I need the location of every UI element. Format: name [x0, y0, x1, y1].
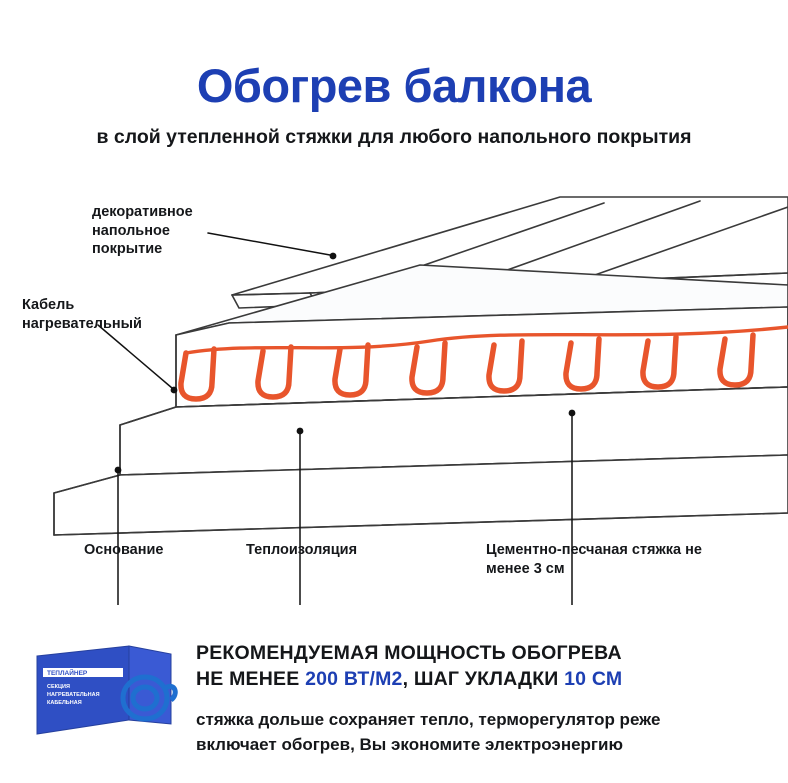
product-brand-text: ТЕПЛАЙНЕР — [47, 670, 88, 677]
callout-base: Основание — [84, 542, 164, 558]
callout-heating-cable: Кабель нагревательный — [22, 297, 142, 332]
page-title: Обогрев балкона — [196, 59, 592, 112]
recommendation-line-2 — [196, 668, 622, 691]
recommendation-line-1: РЕКОМЕНДУЕМАЯ МОЩНОСТЬ ОБОГРЕВА — [196, 642, 622, 664]
product-box-image — [33, 642, 185, 738]
callout-cement-sand-screed: Цементно-песчаная стяжка не менее 3 см — [486, 542, 702, 577]
benefit-note: стяжка дольше сохраняет тепло, терморегулятор реже включает обогрев, Вы экономите электроэнергию — [196, 710, 661, 754]
callout-thermal-insulation: Теплоизоляция — [246, 542, 358, 558]
recommendation-middle: , ШАГ УКЛАДКИ — [402, 668, 565, 690]
page-subtitle: в слой утепленной стяжки для любого напольного покрытия — [96, 126, 692, 148]
product-line2-text: НАГРЕВАТЕЛЬНАЯ — [47, 692, 100, 698]
pitch-value: 10 СМ — [564, 668, 623, 690]
product-line1-text: СЕКЦИЯ — [47, 684, 70, 690]
power-value: 200 ВТ/М2 — [305, 668, 403, 690]
callout-decorative-floor-covering: декоративное напольное покрытие — [92, 204, 193, 258]
product-line3-text: КАБЕЛЬНАЯ — [47, 700, 82, 706]
recommendation-block — [0, 620, 788, 783]
recommendation-prefix: НЕ МЕНЕЕ — [196, 668, 306, 690]
